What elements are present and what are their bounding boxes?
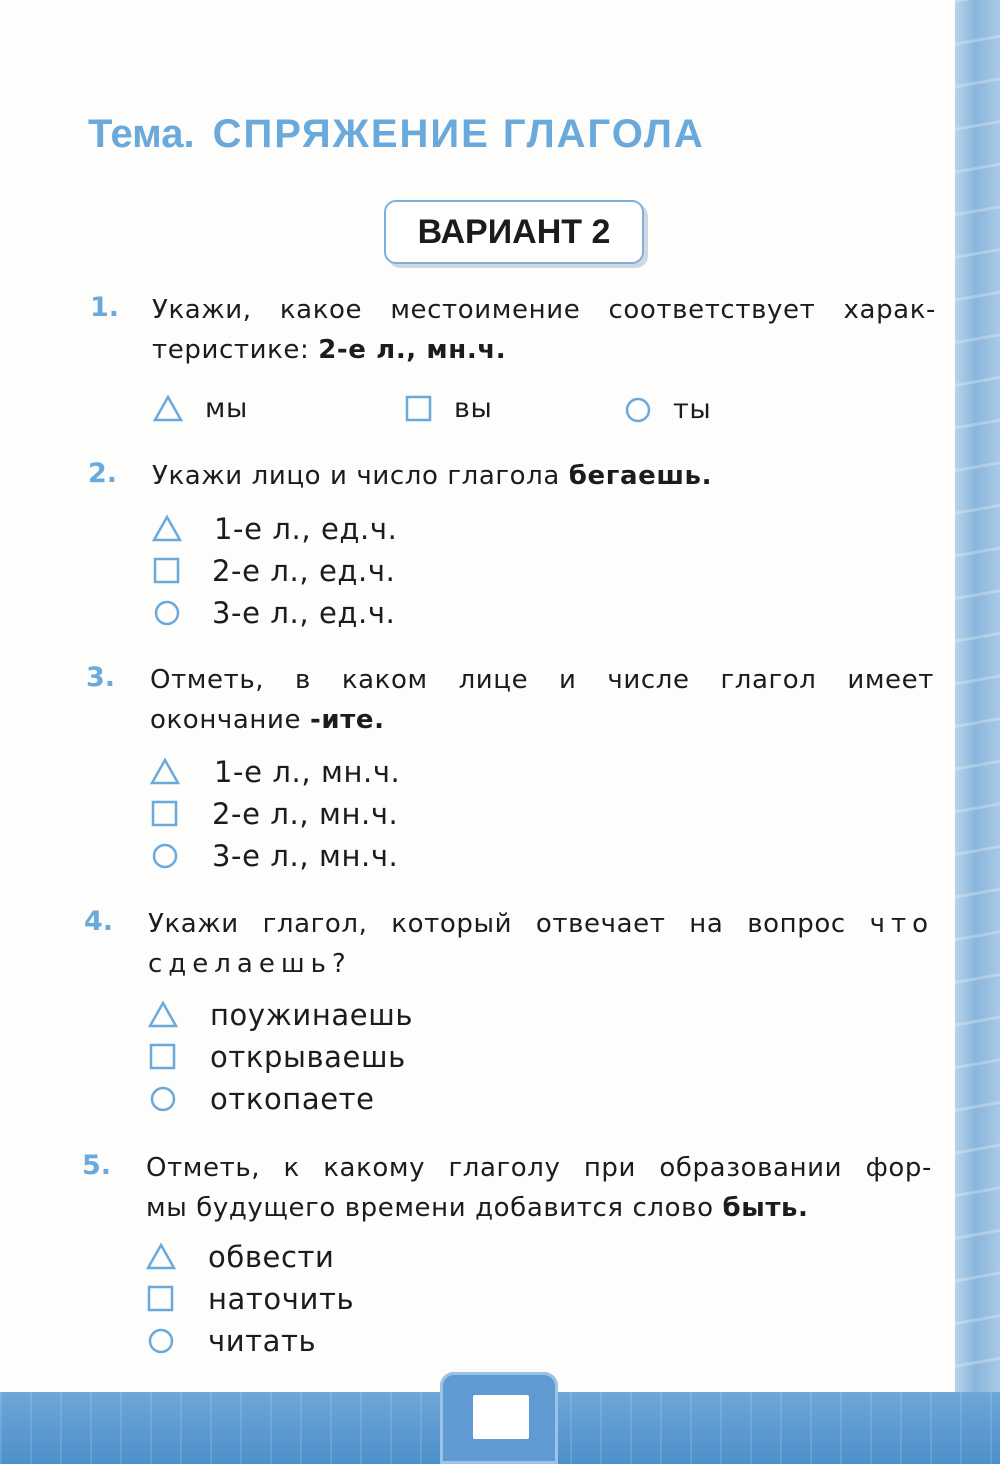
answer-option[interactable]	[150, 839, 398, 873]
page-number-box	[473, 1395, 529, 1439]
question-keyword: быть.	[722, 1193, 809, 1223]
question-line: сделаешь?	[148, 949, 352, 979]
question-number: 5.	[82, 1150, 112, 1181]
question-text	[150, 660, 934, 740]
question-line-text: Укажи лицо и число глагола	[152, 461, 560, 491]
question-line-text: мы будущего времени добавится слово	[146, 1193, 714, 1223]
question-line: Укажи, какое местоимение соответствует харак-	[152, 295, 936, 325]
question-line-text: окончание	[150, 705, 302, 735]
circle-icon	[148, 1084, 178, 1114]
answer-option[interactable]	[623, 394, 711, 425]
option-label: читать	[208, 1324, 317, 1358]
option-label: 1-е л., ед.ч.	[214, 512, 398, 546]
question-line	[150, 700, 934, 740]
square-icon	[152, 556, 182, 586]
option-label: 2-е л., мн.ч.	[212, 797, 399, 831]
question-text	[152, 456, 936, 496]
answer-option[interactable]	[152, 596, 395, 630]
question-number: 3.	[86, 662, 116, 693]
question-line-text: теристике:	[152, 335, 310, 365]
answer-option[interactable]	[152, 554, 395, 588]
option-label: откопаете	[210, 1082, 375, 1116]
square-icon	[148, 1042, 178, 1072]
answer-option[interactable]	[146, 1282, 354, 1316]
answer-option[interactable]	[150, 797, 398, 831]
triangle-icon	[146, 1242, 176, 1272]
question-keyword: -ите.	[309, 705, 385, 735]
topic-title: СПРЯЖЕНИЕ ГЛАГОЛА	[212, 112, 705, 156]
circle-icon	[150, 841, 180, 871]
option-label: поужинаешь	[210, 998, 414, 1032]
option-label: 2-е л., ед.ч.	[212, 554, 396, 588]
question-keyword: бегаешь.	[568, 461, 713, 491]
question-keyword: 2-е л., мн.ч.	[318, 335, 507, 365]
triangle-icon	[152, 514, 182, 544]
side-decoration	[955, 0, 1000, 1464]
option-label: 3-е л., ед.ч.	[212, 596, 396, 630]
triangle-icon	[148, 1000, 178, 1030]
option-label: наточить	[208, 1282, 355, 1316]
triangle-icon	[153, 394, 183, 424]
question-line-text: Укажи глагол, который отвечает на вопрос	[148, 909, 846, 939]
topic-heading	[88, 112, 705, 157]
option-label: мы	[205, 393, 248, 424]
circle-icon	[623, 395, 653, 425]
answer-option[interactable]	[152, 512, 397, 546]
option-label: обвести	[208, 1240, 335, 1274]
answer-option[interactable]	[146, 1324, 316, 1358]
answer-option[interactable]	[146, 1240, 334, 1274]
square-icon	[150, 799, 180, 829]
answer-option[interactable]	[153, 393, 248, 424]
square-icon	[146, 1284, 176, 1314]
answer-option[interactable]	[150, 755, 400, 789]
question-text	[146, 1148, 932, 1228]
question-line: Отметь, к какому глаголу при образовании фор-	[146, 1153, 932, 1183]
option-label: 3-е л., мн.ч.	[212, 839, 399, 873]
question-spaced-word: что	[869, 909, 934, 939]
square-icon	[404, 394, 434, 424]
topic-label: Тема.	[88, 112, 195, 156]
option-label: открываешь	[210, 1040, 406, 1074]
answer-option[interactable]	[404, 393, 492, 424]
circle-icon	[152, 598, 182, 628]
variant-badge: ВАРИАНТ 2	[384, 200, 644, 264]
answer-option[interactable]	[148, 1040, 406, 1074]
option-label: ты	[673, 394, 712, 425]
question-number: 2.	[88, 458, 118, 489]
question-line	[152, 330, 936, 370]
question-line: Отметь, в каком лице и числе глагол имеет	[150, 665, 934, 695]
question-text	[152, 290, 936, 370]
question-text	[148, 904, 934, 984]
option-label: вы	[454, 393, 493, 424]
question-line	[148, 904, 934, 944]
answer-option[interactable]	[148, 998, 413, 1032]
circle-icon	[146, 1326, 176, 1356]
question-line	[146, 1188, 932, 1228]
question-number: 1.	[90, 292, 120, 323]
answer-option[interactable]	[148, 1082, 375, 1116]
triangle-icon	[150, 757, 180, 787]
option-label: 1-е л., мн.ч.	[214, 755, 401, 789]
question-number: 4.	[84, 906, 114, 937]
